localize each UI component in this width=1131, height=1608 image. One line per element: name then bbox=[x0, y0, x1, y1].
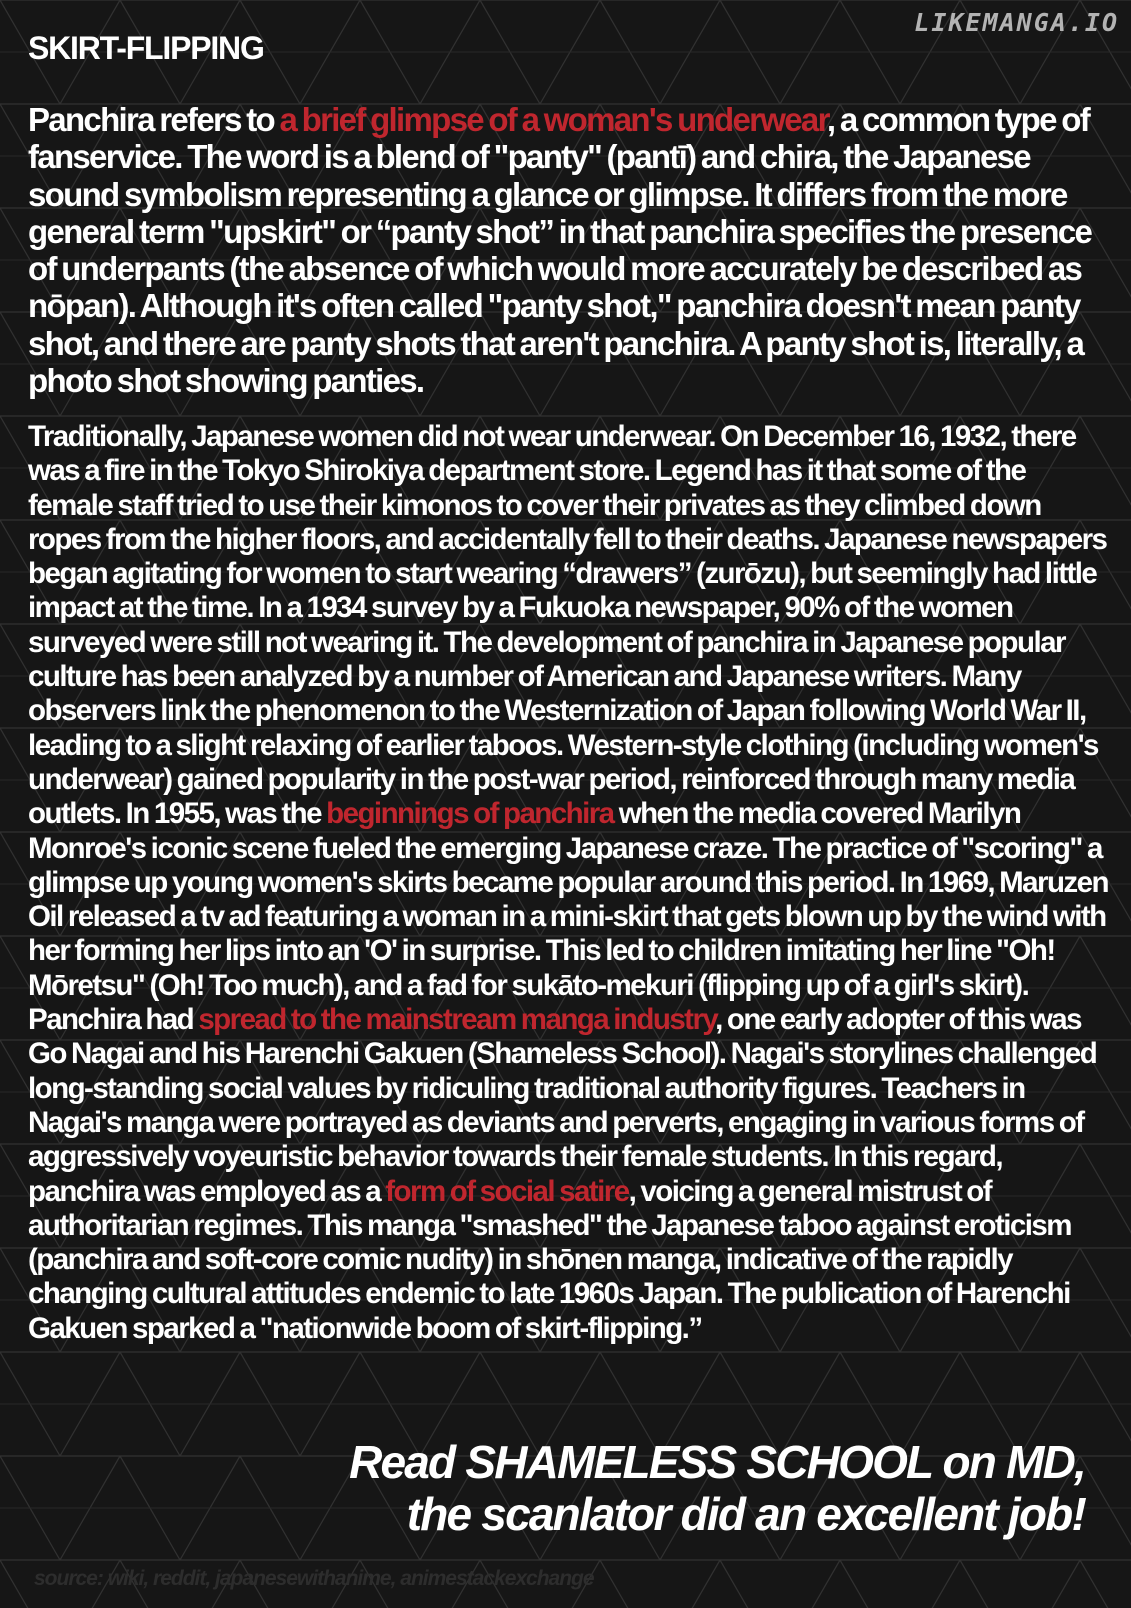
intro-text-b: , a common type of fanservice. The word is a blend of "panty" (pantī) and chira, the Japanese sound symbolism representing a glance or glimpse. It differs from the more general term "upskirt" or “panty shot” in that panchira specifies the presence of underpants (the absence of which would more accurately be described as nōpan). Although it's often called "panty shot," panchira doesn't mean panty shot, and there are panty shots that aren't panchira. A panty shot is, literally, a photo shot showing panties. bbox=[28, 101, 1092, 400]
history-text-a: Traditionally, Japanese women did not wear underwear. On December 16, 1932, there was a fire in the Tokyo Shirokiya department store. Legend has it that some of the female staff tried to use their kimonos to cover their privates as they climbed down ropes from the higher floors, and accidentally fell to their deaths. Japanese newspapers began agitating for women to start wearing “drawers” (zurōzu), but seemingly had little impact at the time. In a 1934 survey by a Fukuoka newspaper, 90% of the women surveyed were still not wearing it. The development of panchira in Japanese popular culture has been analyzed by a number of American and Japanese writers. Many observers link the phenomenon to the Westernization of Japan following World War II, leading to a slight relaxing of earlier taboos. Western-style clothing (including women's underwear) gained popularity in the post-war period, reinforced through many media outlets. In 1955, was the bbox=[28, 420, 1107, 831]
history-link-social-satire[interactable]: form of social satire bbox=[385, 1174, 629, 1208]
cta-line-1: Read SHAMELESS SCHOOL on MD, bbox=[349, 1436, 1085, 1488]
intro-text-a: Panchira refers to bbox=[28, 101, 280, 138]
site-watermark: LIKEMANGA.IO bbox=[914, 8, 1119, 37]
intro-link-underwear-glimpse[interactable]: a brief glimpse of a woman's underwear bbox=[279, 101, 827, 138]
intro-paragraph bbox=[28, 101, 1108, 399]
page-heading: SKIRT-FLIPPING bbox=[28, 30, 264, 66]
history-paragraph bbox=[28, 420, 1108, 1346]
call-to-action bbox=[349, 1436, 1085, 1540]
history-text-c: , one early adopter of this was Go Nagai and his Harenchi Gakuen (Shameless School). Nagai's storylines challenged long-standing social values by ridiculing traditional authority figures. Teachers in Nagai's manga were portrayed as deviants and perverts, engaging in various forms of aggressively voyeuristic behavior towards their female students. In this regard, panchira was employed as a bbox=[28, 1003, 1097, 1208]
history-text-d: , voicing a general mistrust of authoritarian regimes. This manga "smashed" the Japanese taboo against eroticism (panchira and soft-core comic nudity) in shōnen manga, indicative of the rapidly changing cultural attitudes endemic to late 1960s Japan. The publication of Harenchi Gakuen sparked a "nationwide boom of skirt-flipping.” bbox=[28, 1174, 1071, 1345]
cta-line-2: the scanlator did an excellent job! bbox=[406, 1488, 1085, 1540]
source-credit: source: wiki, reddit, japanesewithanime, animestackexchange bbox=[34, 1567, 594, 1590]
history-link-beginnings[interactable]: beginnings of panchira bbox=[326, 797, 614, 831]
history-link-mainstream-manga[interactable]: spread to the mainstream manga industry bbox=[198, 1003, 716, 1037]
history-text-b: when the media covered Marilyn Monroe's iconic scene fueled the emerging Japanese craze. The practice of "scoring" a glimpse up young women's skirts became popular around this period. In 1969, Maruzen Oil released a tv ad featuring a woman in a mini-skirt that gets blown up by the wind with her forming her lips into an 'O' in surprise. This led to children imitating her line "Oh! Mōretsu" (Oh! Too much), and a fad for sukāto-mekuri (flipping up of a girl's skirt). Panchira had bbox=[28, 797, 1108, 1037]
